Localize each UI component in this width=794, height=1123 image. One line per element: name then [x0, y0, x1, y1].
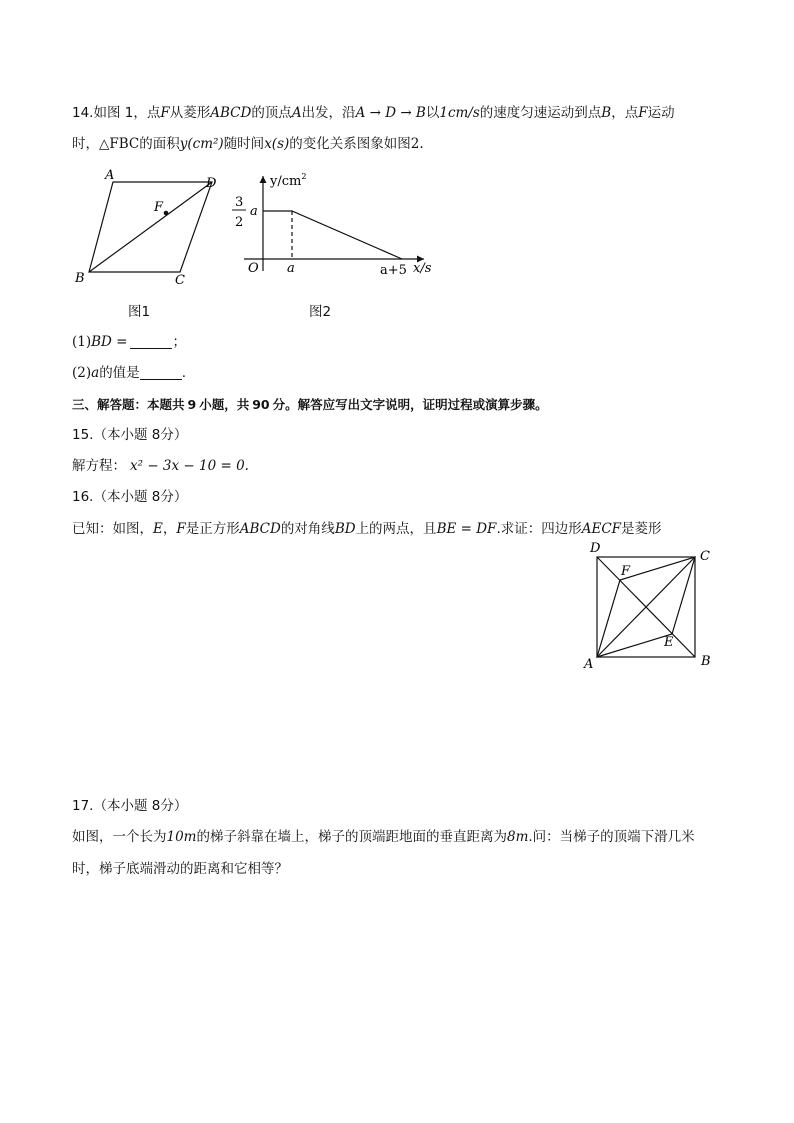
answer-blank-1[interactable] [130, 334, 172, 349]
q14-line-2: 时，△FBC的面积y(cm²)随时间x(s)的变化关系图象如图2. [72, 136, 424, 152]
graph-line [263, 211, 402, 259]
point-f [164, 211, 169, 216]
origin-label: O [248, 261, 259, 276]
label-c: C [700, 549, 710, 564]
q16-header: 16.（本小题 8分） [72, 489, 188, 505]
label-b: B [701, 654, 711, 669]
q17-line-1: 如图，一个长为10m的梯子斜靠在墙上，梯子的顶端距地面的垂直距离为8m.问：当梯子的顶端下滑几米 [72, 829, 695, 845]
x-tick-a-plus-5: a+5 [380, 263, 407, 278]
label-c: C [175, 273, 185, 288]
q15-header: 15.（本小题 8分） [72, 427, 188, 443]
label-a: A [105, 168, 115, 183]
section-3-heading: 三、解答题：本题共 9 小题，共 90 分。解答应写出文字说明，证明过程或演算步骤。 [72, 397, 548, 412]
figure-2-caption: 图2 [309, 304, 332, 320]
label-a: A [584, 657, 594, 672]
figure-1-caption: 图1 [128, 304, 151, 320]
q15-body: 解方程： x² − 3x − 10 = 0. [72, 458, 249, 474]
figure-2-graph [226, 168, 441, 283]
answer-blank-2[interactable] [140, 365, 182, 380]
fraction-denominator: 2 [235, 215, 244, 230]
label-b: B [75, 271, 85, 286]
x-axis-label: x/s [413, 261, 432, 276]
label-f: F [154, 200, 164, 215]
fraction-numerator: 3 [235, 195, 244, 210]
q16-body: 已知：如图，E，F是正方形ABCD的对角线BD上的两点，且BE = DF.求证：四边形AECF是菱形 [72, 521, 662, 537]
y-axis-label: $y/cm^2$ [270, 172, 307, 189]
figure-1-rhombus [72, 168, 222, 288]
label-e: E [664, 635, 674, 650]
q17-line-2: 时，梯子底端滑动的距离和它相等？ [72, 861, 288, 877]
q14-line-1: 14.如图 1，点F从菱形ABCD的顶点A出发，沿A → D → B以1cm/s的速度匀速运动到点B，点F运动 [72, 105, 675, 121]
label-d: D [206, 176, 217, 191]
q14-part-2: (2)a的值是 . [72, 365, 186, 381]
x-tick-a: a [287, 261, 295, 276]
q14-part-1: (1)BD = ； [72, 334, 186, 350]
figure-16-square [580, 540, 720, 670]
diagonal-bd [89, 182, 212, 272]
label-f: F [621, 564, 631, 579]
y-tick-a: a [250, 204, 258, 219]
label-d: D [590, 541, 601, 556]
q17-header: 17.（本小题 8分） [72, 798, 188, 814]
